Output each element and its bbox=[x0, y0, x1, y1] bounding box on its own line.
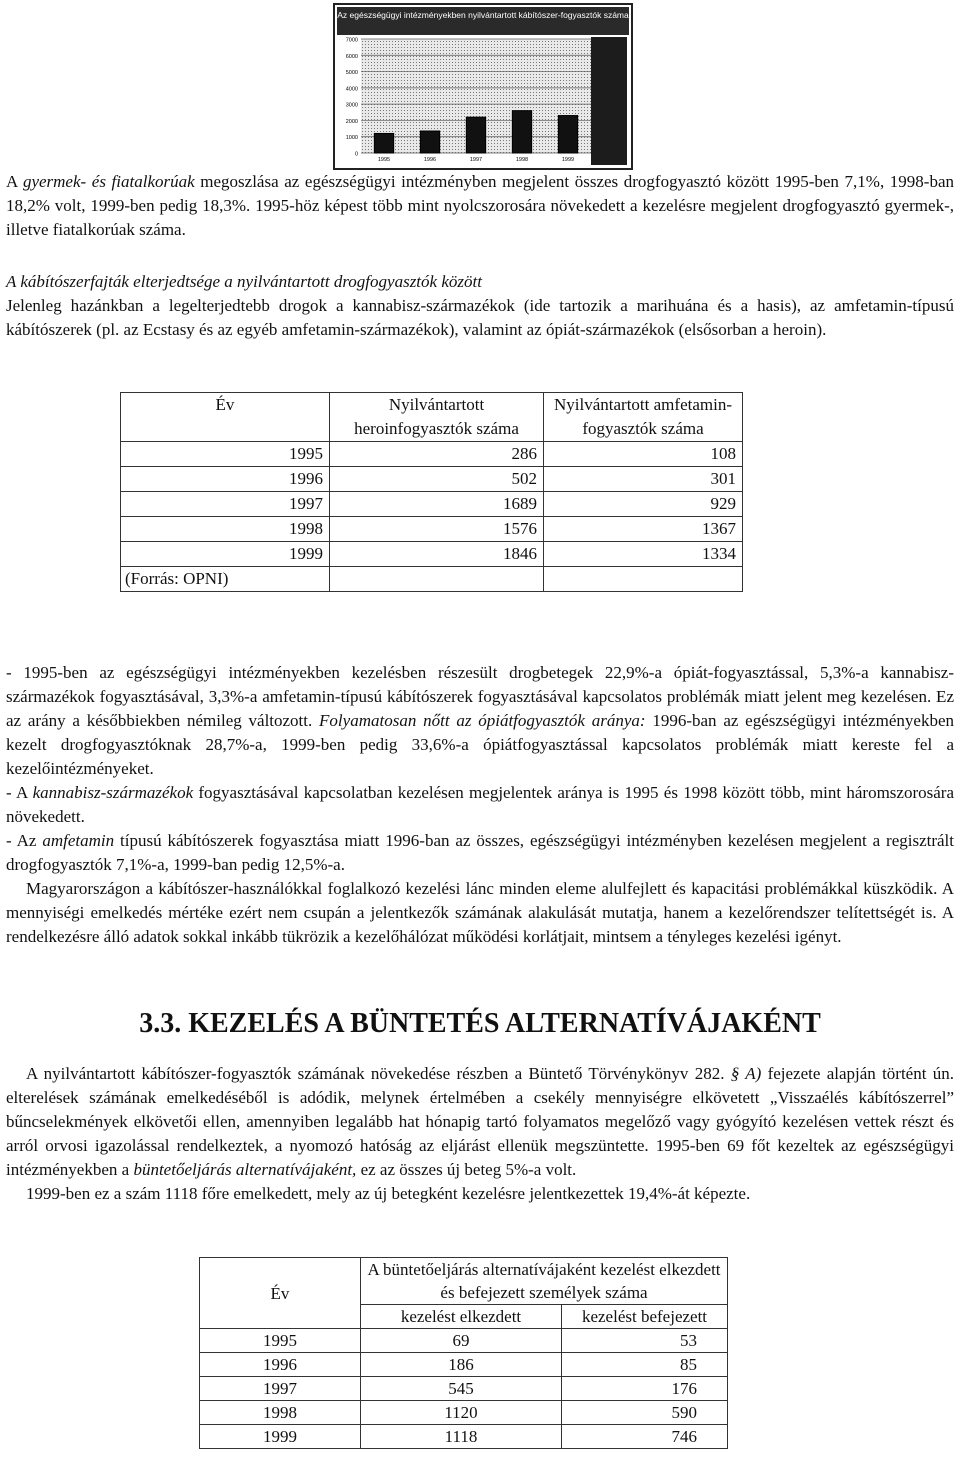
cell: 301 bbox=[544, 467, 743, 492]
source-note: (Forrás: OPNI) bbox=[121, 567, 330, 592]
table-row bbox=[121, 542, 743, 567]
cell: 1576 bbox=[330, 517, 544, 542]
cell: 186 bbox=[361, 1353, 562, 1377]
header-started: kezelést elkezdett bbox=[361, 1305, 562, 1329]
x-tick-label: 1997 bbox=[469, 157, 483, 163]
paragraph-capacity: Magyarországon a kábítószer-használókkal foglalkozó kezelési lánc minden eleme alulfejlett és kapacitási problémákkal küszködik. A mennyiségi emelkedés mértéke ezért nem csupán a jelentkezők számának alakulását mutatja, hanem a kezelőrendszer telítettségét is. A rendelkezésre álló adatok sokkal inkább tükrözik a kezelőhálózat működési korlátjait, mintsem a tényleges kezelési igényt. bbox=[6, 879, 954, 946]
cell: 69 bbox=[361, 1329, 562, 1353]
text: 1996-ban az egészségügyi intézményekben kezelt drogfogyasztóknak 28,7%-a, 1999-ben pedig 33,6%-a ópiátfogyasztással kapcsolatos problémák miatt kereste fel a kezelőintézményeket. bbox=[6, 711, 954, 778]
cell: 929 bbox=[544, 492, 743, 517]
x-tick-label: 1995 bbox=[377, 157, 391, 163]
cell: 176 bbox=[562, 1377, 728, 1401]
table-row bbox=[121, 442, 743, 467]
cell: 1996 bbox=[121, 467, 330, 492]
y-tick-label: 3000 bbox=[345, 102, 358, 109]
text: típusú kábítószerek fogyasztása miatt 1996-ban az összes, egészségügyi intézményben kezelésen megjelent a regisztrált drogfogyasztók 7,1%-a, 1999-ban pedig 12,5%-a. bbox=[6, 831, 954, 874]
table-source-row bbox=[121, 567, 743, 592]
table-row bbox=[121, 517, 743, 542]
paragraph-treatment-stats bbox=[6, 661, 954, 949]
cell: 53 bbox=[562, 1329, 728, 1353]
cell: 1998 bbox=[121, 517, 330, 542]
text: - Az bbox=[6, 831, 43, 850]
header-finished: kezelést befejezett bbox=[562, 1305, 728, 1329]
paragraph-drug-types bbox=[6, 270, 954, 342]
cell: 1997 bbox=[121, 492, 330, 517]
cell: 108 bbox=[544, 442, 743, 467]
cell: 1120 bbox=[361, 1401, 562, 1425]
y-tick-label: 7000 bbox=[345, 37, 358, 44]
cell: 1998 bbox=[200, 1401, 361, 1425]
cell: 545 bbox=[361, 1377, 562, 1401]
header-heroin: Nyilvántartott heroinfogyasztók száma bbox=[330, 393, 544, 442]
table-row bbox=[121, 467, 743, 492]
text: fogyasztásával kapcsolatban kezelésen megjelentek aránya is 1995 és 1998 között több, mint háromszorosára növekedett. bbox=[6, 783, 954, 826]
section-title: 3.3. KEZELÉS A BÜNTETÉS ALTERNATÍVÁJAKÉNT bbox=[139, 1008, 821, 1039]
italic-text: büntetőeljárás alternatívájaként, bbox=[133, 1160, 357, 1179]
user-count-table bbox=[120, 392, 743, 592]
header-group: A büntetőeljárás alternatívájaként kezelést elkezdett és befejezett személyek száma bbox=[361, 1258, 728, 1305]
paragraph-youth bbox=[6, 170, 954, 242]
cell: 1846 bbox=[330, 542, 544, 567]
cell: 286 bbox=[330, 442, 544, 467]
table-header-row bbox=[200, 1258, 728, 1305]
cell: 1995 bbox=[200, 1329, 361, 1353]
text: fejezete alapján történt ún. elterelések számának emelkedéséből is adódik, melynek értelmében a csekély mennyiségre elkövetett „Visszaélés kábítószerrel” bűncselekmények elkövetői ellen, amennyiben legalább hat hónapig tartó folyamatos megelőző vagy gyógyító kezelésen vettek részt és arról orvosi igazolással rendelkeztek, a nyomozó hatóság az eljárást ellenük megszüntette. 1995-ben 69 főt kezeltek az egészségügyi intézményekben a bbox=[6, 1064, 954, 1179]
italic-text: amfetamin bbox=[42, 831, 115, 850]
table-row bbox=[200, 1377, 728, 1401]
x-tick-label: 1999 bbox=[561, 157, 575, 163]
table-row bbox=[200, 1353, 728, 1377]
text: - 1995-ben az egészségügyi intézményekben kezelésben részesült drogbetegek 22,9%-a ópiát-fogyasztással, 5,3%-a kannabisz-származékok fogyasztásával, 3,3%-a amfetamin-típusú kábítószerek fogyasztásával kapcsolatos problémák miatt jelent meg kezelésen. Ez az arány a későbbiekben némileg változott. bbox=[6, 663, 954, 730]
table-row bbox=[200, 1401, 728, 1425]
cell: 85 bbox=[562, 1353, 728, 1377]
paragraph-diversion bbox=[6, 1062, 954, 1206]
header-amphetamine: Nyilvántartott amfetamin-fogyasztók száma bbox=[544, 393, 743, 442]
text: A nyilvántartott kábítószer-fogyasztók számának növekedése részben a Büntető Törvénykönyv 282. bbox=[26, 1064, 731, 1083]
table-row bbox=[200, 1425, 728, 1449]
y-tick-label: 4000 bbox=[345, 86, 358, 93]
text: - A bbox=[6, 783, 33, 802]
bar bbox=[466, 117, 485, 153]
chart-shadow-edge bbox=[591, 37, 627, 165]
cell: 1996 bbox=[200, 1353, 361, 1377]
cell: 1334 bbox=[544, 542, 743, 567]
cell: 746 bbox=[562, 1425, 728, 1449]
cell bbox=[544, 567, 743, 592]
cell: 1367 bbox=[544, 517, 743, 542]
italic-text: kannabisz-származékok bbox=[32, 783, 194, 802]
cell: 1999 bbox=[200, 1425, 361, 1449]
cell: 1689 bbox=[330, 492, 544, 517]
bar-chart bbox=[333, 3, 633, 170]
bar bbox=[558, 116, 577, 153]
header-year: Év bbox=[200, 1258, 361, 1329]
header-year: Év bbox=[121, 393, 330, 442]
cell: 1997 bbox=[200, 1377, 361, 1401]
chart-title: Az egészségügyi intézményekben nyilvántartott kábítószer-fogyasztók száma bbox=[337, 10, 629, 20]
y-tick-label: 5000 bbox=[345, 70, 358, 77]
table-row bbox=[121, 492, 743, 517]
bar bbox=[512, 111, 531, 153]
text: ez az összes új beteg 5%-a volt. bbox=[356, 1160, 577, 1179]
cell: 1999 bbox=[121, 542, 330, 567]
y-tick-label: 1000 bbox=[345, 135, 358, 142]
italic-text: § A) bbox=[730, 1064, 762, 1083]
subheading: A kábítószerfajták elterjedtsége a nyilvántartott drogfogyasztók között bbox=[6, 272, 482, 291]
x-tick-label: 1996 bbox=[423, 157, 437, 163]
text: megoszlása az egészségügyi intézményben megjelent összes drogfogyasztó között 1995-ben 7,1%, 1998-ban 18,2% volt, 1999-ben pedig 18,3%. 1995-höz képest több mint nyolcszorosára növekedett a kezelésre megjelent drogfogyasztó gyermek-, illetve fiatalkorúak száma. bbox=[6, 172, 954, 239]
italic-text: Folyamatosan nőtt az ópiátfogyasztók aránya: bbox=[319, 711, 646, 730]
table-row bbox=[200, 1329, 728, 1353]
table-header-row bbox=[121, 393, 743, 442]
cell bbox=[330, 567, 544, 592]
italic-text: gyermek- és fiatalkorúak bbox=[22, 172, 195, 191]
paragraph-1999: 1999-ben ez a szám 1118 főre emelkedett, mely az új betegként kezelésre jelentkezettek 19,4%-át képezte. bbox=[26, 1184, 751, 1203]
cell: 590 bbox=[562, 1401, 728, 1425]
y-tick-label: 0 bbox=[354, 151, 358, 158]
cell: 1995 bbox=[121, 442, 330, 467]
x-tick-label: 1998 bbox=[515, 157, 529, 163]
bar bbox=[420, 131, 439, 153]
y-tick-label: 6000 bbox=[345, 53, 358, 60]
y-tick-label: 2000 bbox=[345, 118, 358, 125]
bar bbox=[374, 133, 393, 153]
diversion-table bbox=[199, 1257, 728, 1449]
cell: 502 bbox=[330, 467, 544, 492]
chart-svg bbox=[335, 5, 631, 168]
paragraph-body: Jelenleg hazánkban a legelterjedtebb drogok a kannabisz-származékok (ide tartozik a marihuána és a hasis), az amfetamin-típusú kábítószerek (pl. az Ecstasy és az egyéb amfetamin-származékok), valamint az ópiát-származékok (elsősorban a heroin). bbox=[6, 296, 954, 339]
text: A bbox=[6, 172, 23, 191]
cell: 1118 bbox=[361, 1425, 562, 1449]
